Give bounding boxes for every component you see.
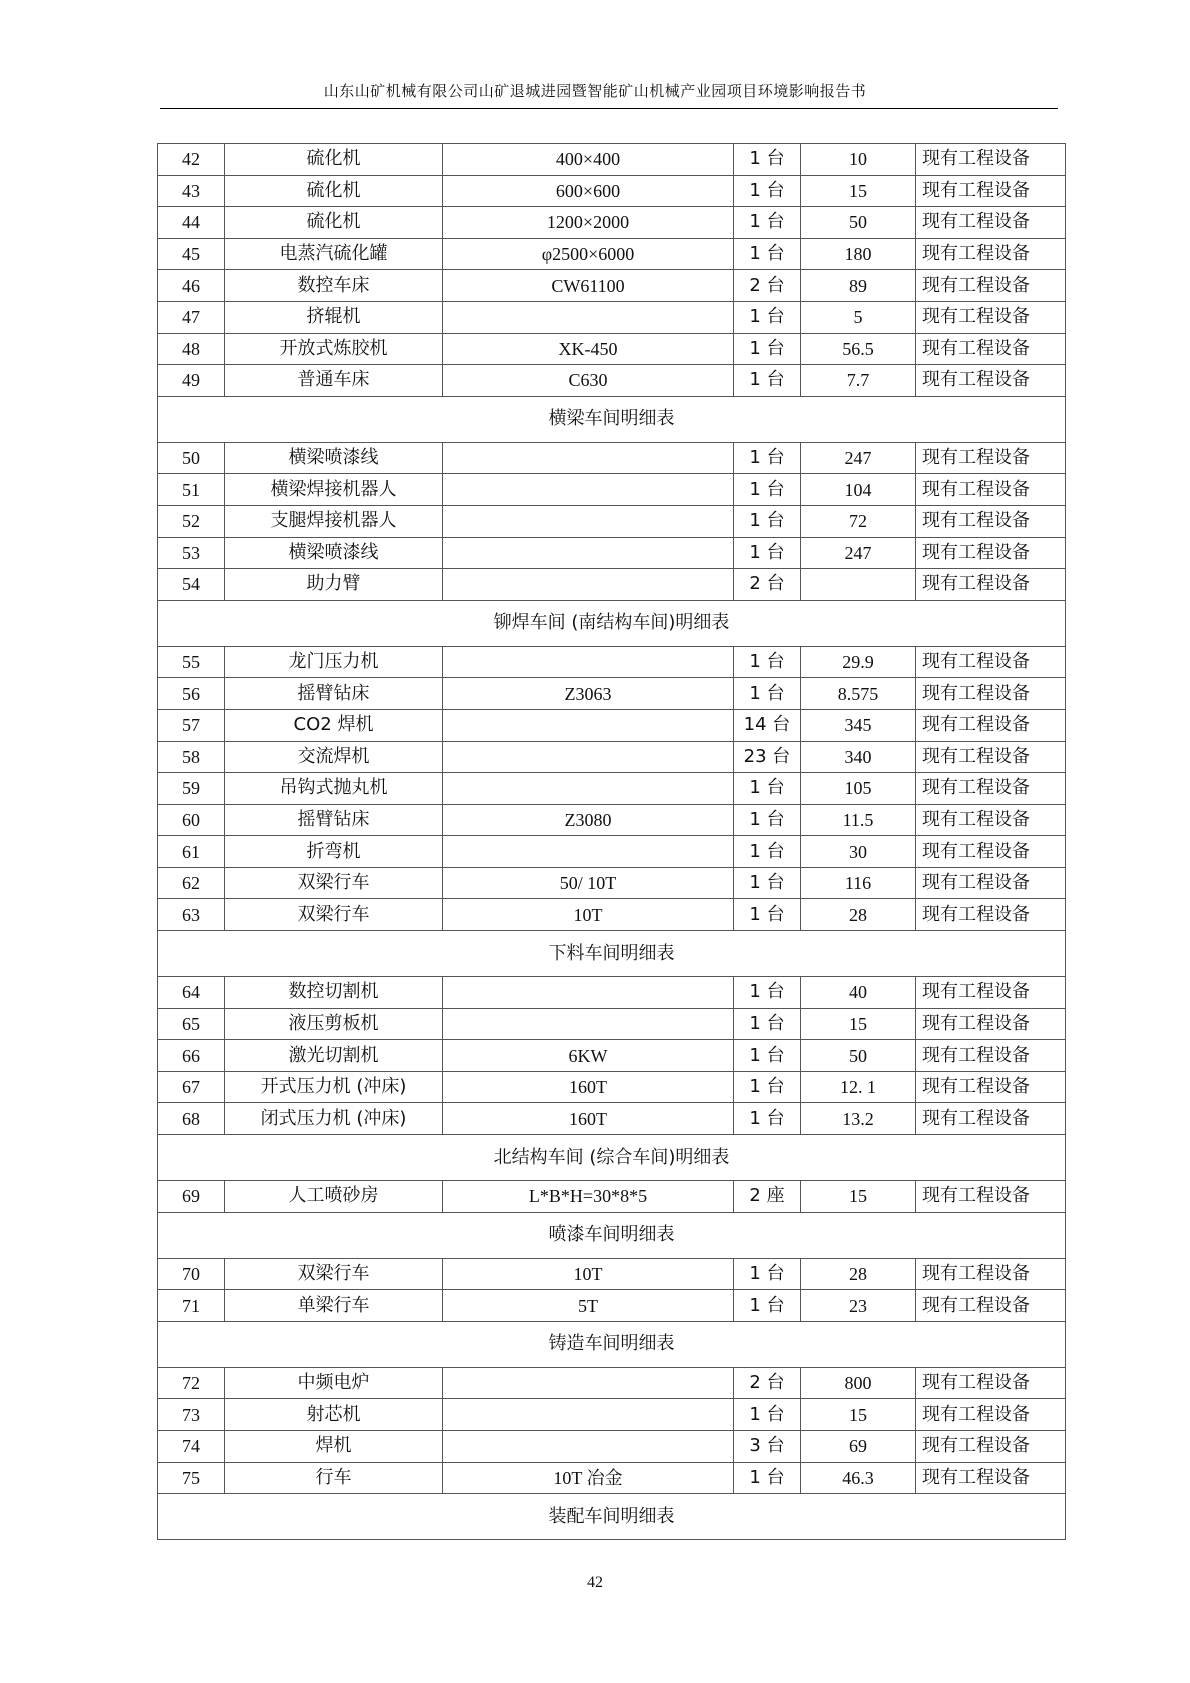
table-row xyxy=(158,1103,1066,1135)
cell-remark: 现有工程设备 xyxy=(916,741,1066,773)
cell-number: 64 xyxy=(158,977,225,1009)
cell-model-spec xyxy=(443,505,734,537)
cell-remark: 现有工程设备 xyxy=(916,144,1066,176)
cell-quantity: 14 台 xyxy=(734,709,801,741)
cell-remark: 现有工程设备 xyxy=(916,270,1066,302)
table-row xyxy=(158,1399,1066,1431)
cell-equipment-name: 硫化机 xyxy=(225,175,443,207)
table-row xyxy=(158,365,1066,397)
table-row xyxy=(158,333,1066,365)
cell-remark: 现有工程设备 xyxy=(916,1431,1066,1463)
cell-quantity: 1 台 xyxy=(734,365,801,397)
cell-power: 180 xyxy=(801,238,916,270)
cell-equipment-name: 双梁行车 xyxy=(225,867,443,899)
cell-number: 46 xyxy=(158,270,225,302)
cell-power: 69 xyxy=(801,1431,916,1463)
cell-power: 104 xyxy=(801,474,916,506)
cell-quantity: 1 台 xyxy=(734,175,801,207)
report-header-title: 山东山矿机械有限公司山矿退城进园暨智能矿山机械产业园项目环境影响报告书 xyxy=(323,82,867,100)
table-row xyxy=(158,1008,1066,1040)
cell-power: 12. 1 xyxy=(801,1071,916,1103)
table-row xyxy=(158,474,1066,506)
cell-equipment-name: 交流焊机 xyxy=(225,741,443,773)
table-row xyxy=(158,1071,1066,1103)
cell-model-spec: 400×400 xyxy=(443,144,734,176)
cell-number: 68 xyxy=(158,1103,225,1135)
cell-power: 340 xyxy=(801,741,916,773)
cell-remark: 现有工程设备 xyxy=(916,207,1066,239)
cell-quantity: 1 台 xyxy=(734,1103,801,1135)
cell-remark: 现有工程设备 xyxy=(916,175,1066,207)
cell-number: 43 xyxy=(158,175,225,207)
cell-model-spec: 160T xyxy=(443,1071,734,1103)
table-row xyxy=(158,1462,1066,1494)
cell-number: 54 xyxy=(158,569,225,601)
cell-equipment-name: 闭式压力机 (冲床) xyxy=(225,1103,443,1135)
cell-model-spec xyxy=(443,1367,734,1399)
cell-equipment-name: 激光切割机 xyxy=(225,1040,443,1072)
table-row xyxy=(158,1367,1066,1399)
cell-equipment-name: 支腿焊接机器人 xyxy=(225,505,443,537)
section-title: 横梁车间明细表 xyxy=(158,396,1066,442)
cell-quantity: 1 台 xyxy=(734,1040,801,1072)
cell-quantity: 1 台 xyxy=(734,646,801,678)
cell-remark: 现有工程设备 xyxy=(916,537,1066,569)
table-row xyxy=(158,1040,1066,1072)
cell-power: 29.9 xyxy=(801,646,916,678)
table-row xyxy=(158,238,1066,270)
cell-equipment-name: 摇臂钻床 xyxy=(225,804,443,836)
cell-equipment-name: CO2 焊机 xyxy=(225,709,443,741)
cell-quantity: 1 台 xyxy=(734,333,801,365)
section-header-row xyxy=(158,600,1066,646)
table-row xyxy=(158,505,1066,537)
cell-quantity: 1 台 xyxy=(734,1462,801,1494)
cell-quantity: 2 台 xyxy=(734,1367,801,1399)
cell-quantity: 23 台 xyxy=(734,741,801,773)
cell-quantity: 1 台 xyxy=(734,1290,801,1322)
cell-remark: 现有工程设备 xyxy=(916,1290,1066,1322)
cell-remark: 现有工程设备 xyxy=(916,1399,1066,1431)
cell-model-spec: Z3080 xyxy=(443,804,734,836)
cell-remark: 现有工程设备 xyxy=(916,646,1066,678)
cell-model-spec xyxy=(443,1431,734,1463)
cell-model-spec: L*B*H=30*8*5 xyxy=(443,1181,734,1213)
table-row xyxy=(158,270,1066,302)
section-title: 下料车间明细表 xyxy=(158,931,1066,977)
cell-equipment-name: 行车 xyxy=(225,1462,443,1494)
cell-number: 56 xyxy=(158,678,225,710)
cell-model-spec: 10T 冶金 xyxy=(443,1462,734,1494)
cell-equipment-name: 电蒸汽硫化罐 xyxy=(225,238,443,270)
table-row xyxy=(158,867,1066,899)
table-row xyxy=(158,301,1066,333)
cell-quantity: 2 座 xyxy=(734,1181,801,1213)
cell-equipment-name: 横梁喷漆线 xyxy=(225,537,443,569)
cell-power: 28 xyxy=(801,899,916,931)
table-row xyxy=(158,899,1066,931)
cell-remark: 现有工程设备 xyxy=(916,804,1066,836)
cell-quantity: 1 台 xyxy=(734,867,801,899)
cell-model-spec: XK-450 xyxy=(443,333,734,365)
cell-power: 40 xyxy=(801,977,916,1009)
table-row xyxy=(158,646,1066,678)
cell-number: 69 xyxy=(158,1181,225,1213)
cell-remark: 现有工程设备 xyxy=(916,1040,1066,1072)
section-title: 铸造车间明细表 xyxy=(158,1321,1066,1367)
cell-power: 247 xyxy=(801,537,916,569)
cell-remark: 现有工程设备 xyxy=(916,333,1066,365)
cell-number: 75 xyxy=(158,1462,225,1494)
cell-remark: 现有工程设备 xyxy=(916,1367,1066,1399)
table-row xyxy=(158,1181,1066,1213)
cell-equipment-name: 中频电炉 xyxy=(225,1367,443,1399)
cell-remark: 现有工程设备 xyxy=(916,1181,1066,1213)
cell-number: 67 xyxy=(158,1071,225,1103)
equipment-table xyxy=(157,143,1066,1540)
table-row xyxy=(158,678,1066,710)
cell-power: 15 xyxy=(801,1181,916,1213)
cell-remark: 现有工程设备 xyxy=(916,301,1066,333)
cell-equipment-name: 液压剪板机 xyxy=(225,1008,443,1040)
cell-remark: 现有工程设备 xyxy=(916,569,1066,601)
cell-quantity: 1 台 xyxy=(734,474,801,506)
cell-model-spec xyxy=(443,773,734,805)
table-row xyxy=(158,569,1066,601)
table-row xyxy=(158,442,1066,474)
cell-quantity: 1 台 xyxy=(734,442,801,474)
cell-model-spec xyxy=(443,709,734,741)
cell-number: 71 xyxy=(158,1290,225,1322)
cell-number: 49 xyxy=(158,365,225,397)
cell-quantity: 1 台 xyxy=(734,773,801,805)
section-header-row xyxy=(158,931,1066,977)
cell-number: 65 xyxy=(158,1008,225,1040)
cell-equipment-name: 开式压力机 (冲床) xyxy=(225,1071,443,1103)
cell-number: 53 xyxy=(158,537,225,569)
cell-number: 70 xyxy=(158,1258,225,1290)
cell-model-spec: 50/ 10T xyxy=(443,867,734,899)
cell-model-spec xyxy=(443,1399,734,1431)
cell-quantity: 1 台 xyxy=(734,505,801,537)
cell-model-spec xyxy=(443,977,734,1009)
cell-number: 60 xyxy=(158,804,225,836)
cell-power: 15 xyxy=(801,1399,916,1431)
cell-remark: 现有工程设备 xyxy=(916,505,1066,537)
cell-quantity: 1 台 xyxy=(734,1008,801,1040)
cell-quantity: 1 台 xyxy=(734,301,801,333)
cell-equipment-name: 摇臂钻床 xyxy=(225,678,443,710)
cell-equipment-name: 助力臂 xyxy=(225,569,443,601)
cell-number: 48 xyxy=(158,333,225,365)
cell-equipment-name: 挤辊机 xyxy=(225,301,443,333)
cell-equipment-name: 单梁行车 xyxy=(225,1290,443,1322)
cell-power: 50 xyxy=(801,1040,916,1072)
cell-model-spec xyxy=(443,301,734,333)
cell-power: 15 xyxy=(801,175,916,207)
table-row xyxy=(158,741,1066,773)
cell-quantity: 1 台 xyxy=(734,537,801,569)
cell-equipment-name: 开放式炼胶机 xyxy=(225,333,443,365)
table-row xyxy=(158,1431,1066,1463)
cell-power: 10 xyxy=(801,144,916,176)
cell-power: 72 xyxy=(801,505,916,537)
cell-power: 8.575 xyxy=(801,678,916,710)
cell-remark: 现有工程设备 xyxy=(916,238,1066,270)
cell-power: 7.7 xyxy=(801,365,916,397)
table-row xyxy=(158,709,1066,741)
section-title: 北结构车间 (综合车间)明细表 xyxy=(158,1135,1066,1181)
section-title: 喷漆车间明细表 xyxy=(158,1212,1066,1258)
table-row xyxy=(158,1290,1066,1322)
cell-number: 47 xyxy=(158,301,225,333)
cell-number: 45 xyxy=(158,238,225,270)
cell-power: 23 xyxy=(801,1290,916,1322)
cell-remark: 现有工程设备 xyxy=(916,867,1066,899)
cell-model-spec: 1200×2000 xyxy=(443,207,734,239)
cell-number: 55 xyxy=(158,646,225,678)
cell-power: 247 xyxy=(801,442,916,474)
cell-equipment-name: 折弯机 xyxy=(225,836,443,868)
cell-quantity: 2 台 xyxy=(734,270,801,302)
cell-number: 73 xyxy=(158,1399,225,1431)
cell-equipment-name: 横梁焊接机器人 xyxy=(225,474,443,506)
section-header-row xyxy=(158,1135,1066,1181)
cell-equipment-name: 焊机 xyxy=(225,1431,443,1463)
cell-model-spec: φ2500×6000 xyxy=(443,238,734,270)
table-row xyxy=(158,773,1066,805)
table-row xyxy=(158,836,1066,868)
cell-equipment-name: 硫化机 xyxy=(225,207,443,239)
cell-model-spec xyxy=(443,646,734,678)
cell-model-spec xyxy=(443,474,734,506)
page-number: 42 xyxy=(587,1574,603,1591)
cell-number: 51 xyxy=(158,474,225,506)
table-row xyxy=(158,804,1066,836)
cell-model-spec: 5T xyxy=(443,1290,734,1322)
cell-power: 105 xyxy=(801,773,916,805)
cell-equipment-name: 双梁行车 xyxy=(225,1258,443,1290)
cell-remark: 现有工程设备 xyxy=(916,1258,1066,1290)
cell-quantity: 1 台 xyxy=(734,238,801,270)
cell-number: 50 xyxy=(158,442,225,474)
cell-power: 46.3 xyxy=(801,1462,916,1494)
cell-remark: 现有工程设备 xyxy=(916,773,1066,805)
cell-number: 44 xyxy=(158,207,225,239)
cell-equipment-name: 硫化机 xyxy=(225,144,443,176)
cell-power: 28 xyxy=(801,1258,916,1290)
section-header-row xyxy=(158,1494,1066,1540)
cell-power: 800 xyxy=(801,1367,916,1399)
cell-quantity: 1 台 xyxy=(734,977,801,1009)
cell-model-spec xyxy=(443,569,734,601)
cell-equipment-name: 横梁喷漆线 xyxy=(225,442,443,474)
cell-equipment-name: 双梁行车 xyxy=(225,899,443,931)
cell-remark: 现有工程设备 xyxy=(916,442,1066,474)
cell-model-spec xyxy=(443,537,734,569)
cell-number: 58 xyxy=(158,741,225,773)
cell-model-spec: 160T xyxy=(443,1103,734,1135)
equipment-table-body xyxy=(158,144,1066,1540)
cell-remark: 现有工程设备 xyxy=(916,365,1066,397)
cell-remark: 现有工程设备 xyxy=(916,1462,1066,1494)
table-row xyxy=(158,1258,1066,1290)
cell-equipment-name: 普通车床 xyxy=(225,365,443,397)
cell-quantity: 1 台 xyxy=(734,1071,801,1103)
cell-power: 116 xyxy=(801,867,916,899)
cell-power: 15 xyxy=(801,1008,916,1040)
cell-equipment-name: 吊钩式抛丸机 xyxy=(225,773,443,805)
section-header-row xyxy=(158,1321,1066,1367)
cell-remark: 现有工程设备 xyxy=(916,1103,1066,1135)
cell-remark: 现有工程设备 xyxy=(916,678,1066,710)
cell-quantity: 1 台 xyxy=(734,1258,801,1290)
cell-remark: 现有工程设备 xyxy=(916,977,1066,1009)
cell-number: 57 xyxy=(158,709,225,741)
cell-remark: 现有工程设备 xyxy=(916,474,1066,506)
section-header-row xyxy=(158,1212,1066,1258)
cell-number: 52 xyxy=(158,505,225,537)
cell-model-spec xyxy=(443,1008,734,1040)
cell-remark: 现有工程设备 xyxy=(916,836,1066,868)
cell-quantity: 1 台 xyxy=(734,207,801,239)
cell-quantity: 1 台 xyxy=(734,804,801,836)
cell-model-spec xyxy=(443,442,734,474)
cell-number: 63 xyxy=(158,899,225,931)
cell-equipment-name: 数控车床 xyxy=(225,270,443,302)
cell-power: 345 xyxy=(801,709,916,741)
cell-power: 11.5 xyxy=(801,804,916,836)
table-row xyxy=(158,175,1066,207)
cell-quantity: 1 台 xyxy=(734,836,801,868)
cell-number: 42 xyxy=(158,144,225,176)
cell-number: 62 xyxy=(158,867,225,899)
cell-equipment-name: 人工喷砂房 xyxy=(225,1181,443,1213)
cell-remark: 现有工程设备 xyxy=(916,899,1066,931)
cell-model-spec: Z3063 xyxy=(443,678,734,710)
cell-power xyxy=(801,569,916,601)
cell-equipment-name: 数控切割机 xyxy=(225,977,443,1009)
cell-power: 56.5 xyxy=(801,333,916,365)
section-title: 装配车间明细表 xyxy=(158,1494,1066,1540)
cell-model-spec: 10T xyxy=(443,1258,734,1290)
cell-number: 59 xyxy=(158,773,225,805)
cell-number: 74 xyxy=(158,1431,225,1463)
cell-number: 72 xyxy=(158,1367,225,1399)
cell-remark: 现有工程设备 xyxy=(916,1071,1066,1103)
cell-model-spec xyxy=(443,741,734,773)
cell-number: 61 xyxy=(158,836,225,868)
cell-model-spec: 6KW xyxy=(443,1040,734,1072)
cell-model-spec: C630 xyxy=(443,365,734,397)
cell-power: 13.2 xyxy=(801,1103,916,1135)
cell-quantity: 1 台 xyxy=(734,1399,801,1431)
cell-number: 66 xyxy=(158,1040,225,1072)
section-header-row xyxy=(158,396,1066,442)
table-row xyxy=(158,537,1066,569)
cell-power: 50 xyxy=(801,207,916,239)
table-row xyxy=(158,207,1066,239)
cell-remark: 现有工程设备 xyxy=(916,709,1066,741)
cell-quantity: 1 台 xyxy=(734,678,801,710)
cell-power: 89 xyxy=(801,270,916,302)
cell-model-spec: CW61100 xyxy=(443,270,734,302)
cell-model-spec: 600×600 xyxy=(443,175,734,207)
cell-equipment-name: 龙门压力机 xyxy=(225,646,443,678)
table-row xyxy=(158,144,1066,176)
cell-quantity: 1 台 xyxy=(734,899,801,931)
cell-remark: 现有工程设备 xyxy=(916,1008,1066,1040)
cell-model-spec: 10T xyxy=(443,899,734,931)
cell-quantity: 3 台 xyxy=(734,1431,801,1463)
cell-power: 30 xyxy=(801,836,916,868)
section-title: 铆焊车间 (南结构车间)明细表 xyxy=(158,600,1066,646)
cell-power: 5 xyxy=(801,301,916,333)
header-divider xyxy=(160,108,1058,109)
cell-quantity: 1 台 xyxy=(734,144,801,176)
table-row xyxy=(158,977,1066,1009)
cell-model-spec xyxy=(443,836,734,868)
cell-equipment-name: 射芯机 xyxy=(225,1399,443,1431)
cell-quantity: 2 台 xyxy=(734,569,801,601)
